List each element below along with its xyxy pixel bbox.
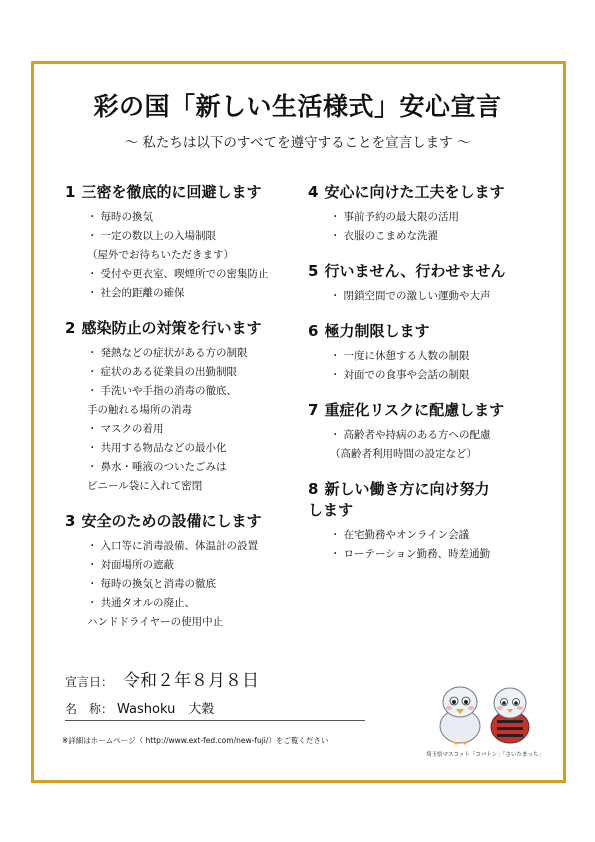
bullet-mark: ・ bbox=[330, 529, 341, 541]
bullet-mark: ・ bbox=[87, 268, 98, 280]
section-items bbox=[65, 344, 305, 496]
item-text: 共用する物品などの最小化 bbox=[100, 442, 227, 454]
section-title: 感染防止の対策を行います bbox=[81, 319, 262, 337]
item-text: 鼻水・唾液のついたごみは ビニール袋に入れて密閉 bbox=[87, 461, 227, 492]
footnote: ※詳細はホームページ（ http://www.ext-fed.com/new-fuji/）をご覧ください bbox=[62, 736, 329, 745]
section-items bbox=[65, 537, 305, 632]
list-item bbox=[87, 265, 305, 284]
list-item bbox=[87, 575, 305, 594]
section-number: 7 bbox=[308, 401, 319, 419]
section-number: 1 bbox=[65, 183, 76, 201]
item-text: 衣服のこまめな洗濯 bbox=[343, 230, 438, 242]
name-value: Washoku 大穀 bbox=[117, 702, 215, 717]
section-2 bbox=[65, 318, 305, 496]
section-number: 6 bbox=[308, 322, 319, 340]
list-item bbox=[330, 545, 548, 564]
item-text: 一定の数以上の入場制限 （屋外でお待ちいただきます） bbox=[87, 230, 234, 261]
bullet-mark: ・ bbox=[87, 385, 98, 397]
bullet-mark: ・ bbox=[87, 211, 98, 223]
bullet-mark: ・ bbox=[87, 442, 98, 454]
item-text: 症状のある従業員の出勤制限 bbox=[100, 366, 237, 378]
section-items bbox=[308, 287, 548, 306]
list-item bbox=[87, 458, 305, 496]
bullet-mark: ・ bbox=[330, 429, 341, 441]
list-item bbox=[330, 526, 548, 545]
section-number: 8 bbox=[308, 480, 319, 498]
list-item bbox=[87, 208, 305, 227]
list-item bbox=[87, 594, 305, 632]
section-1 bbox=[65, 182, 305, 303]
list-item bbox=[87, 556, 305, 575]
item-text: 発熱などの症状がある方の制限 bbox=[100, 347, 248, 359]
list-item bbox=[87, 420, 305, 439]
section-heading bbox=[308, 321, 548, 342]
mascot-illustration bbox=[425, 682, 545, 746]
saitamacchi-mascot bbox=[491, 688, 529, 743]
section-heading bbox=[65, 511, 305, 532]
section-title: 極力制限します bbox=[324, 322, 430, 340]
list-item bbox=[330, 287, 548, 306]
bullet-mark: ・ bbox=[87, 230, 98, 242]
bullet-mark: ・ bbox=[87, 287, 98, 299]
list-item bbox=[87, 227, 305, 265]
bullet-mark: ・ bbox=[87, 597, 98, 609]
item-text: 毎時の換気と消毒の徹底 bbox=[100, 578, 216, 590]
section-4 bbox=[308, 182, 548, 246]
item-text: 社会的距離の確保 bbox=[100, 287, 185, 299]
section-items bbox=[308, 208, 548, 246]
date-value: 令和２年８月８日 bbox=[123, 671, 260, 691]
left-column bbox=[65, 182, 305, 647]
item-text: 共通タオルの廃止、 ハンドドライヤーの使用中止 bbox=[87, 597, 224, 628]
section-title: 三密を徹底的に回避します bbox=[81, 183, 262, 201]
page-title: 彩の国「新しい生活様式」安心宣言 bbox=[93, 92, 502, 121]
section-items bbox=[65, 208, 305, 303]
section-3 bbox=[65, 511, 305, 632]
bullet-mark: ・ bbox=[87, 423, 98, 435]
item-text: 毎時の換気 bbox=[100, 211, 153, 223]
list-item bbox=[330, 227, 548, 246]
section-heading bbox=[308, 182, 548, 203]
list-item bbox=[87, 284, 305, 303]
section-title: 行いません、行わせません bbox=[324, 262, 506, 280]
list-item bbox=[330, 366, 548, 385]
mascot-caption: 埼玉県マスコット「コバトン」「さいたまっち」 bbox=[425, 752, 545, 758]
section-heading bbox=[65, 182, 305, 203]
item-text: 事前予約の最大限の活用 bbox=[343, 211, 459, 223]
list-item bbox=[87, 439, 305, 458]
page-subtitle: ～ 私たちは以下のすべてを遵守することを宣言します ～ bbox=[124, 135, 471, 151]
section-number: 5 bbox=[308, 262, 319, 280]
section-heading bbox=[65, 318, 305, 339]
bullet-mark: ・ bbox=[87, 366, 98, 378]
item-text: 手洗いや手指の消毒の徹底、 手の触れる場所の消毒 bbox=[87, 385, 237, 416]
section-title: 安全のための設備にします bbox=[81, 512, 262, 530]
list-item bbox=[87, 363, 305, 382]
section-6 bbox=[308, 321, 548, 385]
bullet-mark: ・ bbox=[330, 290, 341, 302]
bullet-mark: ・ bbox=[330, 369, 341, 381]
bullet-mark: ・ bbox=[87, 461, 98, 473]
item-text: マスクの着用 bbox=[100, 423, 164, 435]
item-text: 入口等に消毒設備、体温計の設置 bbox=[100, 540, 258, 552]
right-column bbox=[308, 182, 548, 579]
bullet-mark: ・ bbox=[87, 540, 98, 552]
item-text: 一度に休憩する人数の制限 bbox=[343, 350, 470, 362]
bullet-mark: ・ bbox=[330, 548, 341, 560]
section-title: 新しい働き方に向け努力 します bbox=[308, 480, 490, 519]
section-title: 安心に向けた工夫をします bbox=[324, 183, 505, 201]
item-text: ローテーション勤務、時差通勤 bbox=[343, 548, 491, 560]
bullet-mark: ・ bbox=[87, 347, 98, 359]
item-text: 対面での食事や会話の制限 bbox=[343, 369, 470, 381]
bullet-mark: ・ bbox=[330, 230, 341, 242]
list-item bbox=[330, 426, 548, 464]
declaration-date bbox=[65, 666, 259, 691]
section-heading bbox=[308, 400, 548, 421]
section-7 bbox=[308, 400, 548, 464]
list-item bbox=[87, 382, 305, 420]
section-heading bbox=[308, 479, 548, 521]
item-text: 閉鎖空間での激しい運動や大声 bbox=[343, 290, 491, 302]
list-item bbox=[330, 208, 548, 227]
item-text: 対面場所の遮蔽 bbox=[100, 559, 174, 571]
section-title: 重症化リスクに配慮します bbox=[324, 401, 505, 419]
declaration-name bbox=[65, 698, 365, 721]
section-number: 2 bbox=[65, 319, 76, 337]
list-item bbox=[330, 347, 548, 366]
bullet-mark: ・ bbox=[330, 350, 341, 362]
date-label: 宣言日： bbox=[65, 675, 114, 689]
section-items bbox=[308, 347, 548, 385]
list-item bbox=[87, 344, 305, 363]
section-items bbox=[308, 426, 548, 464]
bullet-mark: ・ bbox=[330, 211, 341, 223]
bullet-mark: ・ bbox=[87, 559, 98, 571]
item-text: 高齢者や持病のある方への配慮 （高齢者利用時間の設定など） bbox=[330, 429, 491, 460]
section-items bbox=[308, 526, 548, 564]
item-text: 受付や更衣室、喫煙所での密集防止 bbox=[100, 268, 269, 280]
name-label: 名 称： bbox=[65, 702, 114, 716]
section-number: 4 bbox=[308, 183, 319, 201]
bullet-mark: ・ bbox=[87, 578, 98, 590]
section-8 bbox=[308, 479, 548, 564]
kobaton-mascot bbox=[440, 687, 480, 745]
list-item bbox=[87, 537, 305, 556]
section-heading bbox=[308, 261, 548, 282]
section-number: 3 bbox=[65, 512, 76, 530]
section-5 bbox=[308, 261, 548, 306]
item-text: 在宅勤務やオンライン会議 bbox=[343, 529, 470, 541]
